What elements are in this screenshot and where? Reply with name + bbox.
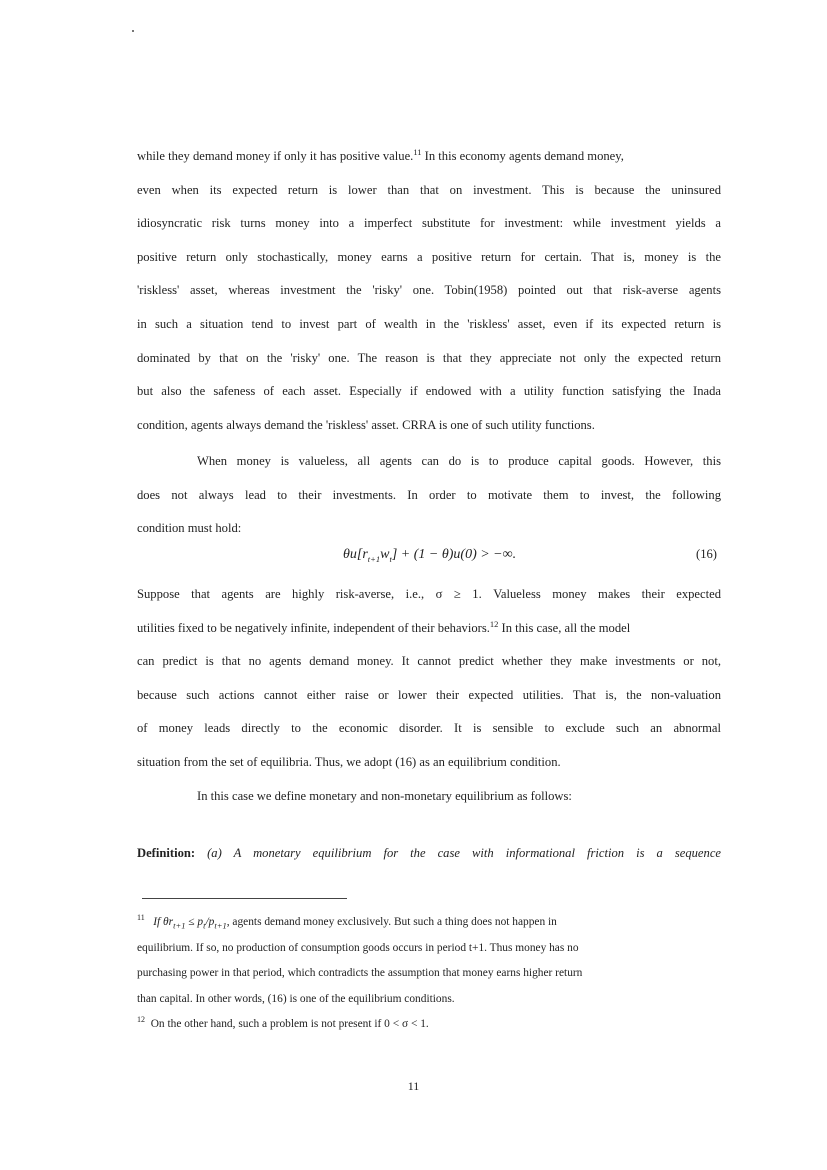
footnote-11-line: than capital. In other words, (16) is one of the equilibrium conditions.: [137, 992, 455, 1005]
paragraph-1-line: even when its expected return is lower than that on investment. This is because the uninsured: [137, 182, 721, 197]
paragraph-3-line-2: utilities fixed to be negatively infinite, independent of their behaviors.$^{12}$ In this case, all the model: [137, 618, 631, 635]
definition: [137, 846, 721, 861]
paragraph-2-line: condition must hold:: [137, 521, 242, 536]
paragraph-1-line: but also the safeness of each asset. Especially if endowed with a utility function satisfying the Inada: [137, 384, 721, 399]
definition-text: (a) A monetary equilibrium for the case with informational friction is a sequence: [207, 846, 721, 860]
paragraph-1: [137, 140, 721, 442]
equation-number: (16): [696, 547, 717, 561]
paragraph-2-line: When money is valueless, all agents can do is to produce capital goods. However, this: [197, 454, 721, 468]
paragraph-1-line: dominated by that on the 'risky' one. The reason is that they appreciate not only the expected return: [137, 350, 721, 365]
paragraph-3-line: of money leads directly to the economic disorder. It is sensible to exclude such an abnormal: [137, 721, 721, 736]
footnote-rule: [142, 898, 347, 899]
equation-16: [137, 542, 721, 572]
footnote-11-line: equilibrium. If so, no production of consumption goods occurs in period t+1. Thus money has no: [137, 941, 579, 954]
footnote-11-line-1: $^{11}$ If $\theta r_{t+1} \le p_t/p_{t+1}$, agents demand money exclusively. But such a thing does not happen in: [137, 913, 557, 931]
paragraph-1-line: 'riskless' asset, whereas investment the 'risky' one. Tobin(1958) pointed out that risk-averse agents: [137, 283, 721, 298]
paragraph-2-line: does not always lead to their investments. In order to motivate them to invest, the following: [137, 487, 721, 502]
paragraph-4-line: In this case we define monetary and non-monetary equilibrium as follows:: [197, 789, 572, 803]
footnote-11-math: If $\theta r_{t+1} \le p_t/p_{t+1}$: [153, 916, 227, 931]
paragraph-3-line: situation from the set of equilibria. Thus, we adopt (16) as an equilibrium condition.: [137, 754, 561, 769]
paragraph-3-line: because such actions cannot either raise or lower their expected utilities. That is, the non-valuation: [137, 687, 721, 702]
footnote-11: [137, 910, 721, 1012]
paragraph-3: [137, 578, 721, 780]
footnote-11-line: purchasing power in that period, which contradicts the assumption that money earns higher return: [137, 967, 583, 979]
paragraph-1-line: condition, agents always demand the 'riskless' asset. CRRA is one of such utility functions.: [137, 417, 595, 432]
footnote-ref-12[interactable]: 12: [489, 618, 499, 629]
paragraph-1-line-1: while they demand money if only it has positive value.$^{11}$ In this economy agents demand money,: [137, 146, 624, 163]
footnote-11-mark: 11: [137, 913, 145, 923]
footnote-12: [137, 1012, 721, 1038]
footnote-12-mark: 12: [137, 1015, 145, 1025]
paragraph-1-line: positive return only stochastically, money earns a positive return for certain. That is, money is the: [137, 249, 721, 264]
definition-label: Definition:: [137, 846, 196, 860]
equation-formula: $\theta u[r_{t+1}w_t] + (1 - \theta)u(0)$ > −∞.: [343, 547, 517, 564]
footnote-ref-11[interactable]: 11: [413, 146, 422, 157]
paragraph-4: [137, 780, 721, 814]
paragraph-1-line: idiosyncratic risk turns money into a imperfect substitute for investment: while investment yields a: [137, 216, 721, 231]
scan-speck: [132, 30, 134, 32]
paragraph-3-line: can predict is that no agents demand money. It cannot predict whether they make investments or not,: [137, 654, 721, 669]
paragraph-1-line: in such a situation tend to invest part of wealth in the 'riskless' asset, even if its expected return is: [137, 316, 721, 331]
paragraph-3-line: Suppose that agents are highly risk-averse, i.e., σ ≥ 1. Valueless money makes their expected: [137, 587, 721, 601]
page-number: 11: [407, 1079, 420, 1093]
footnote-12-text: On the other hand, such a problem is not present if 0 < σ < 1.: [150, 1018, 429, 1030]
paragraph-2: [137, 445, 721, 546]
